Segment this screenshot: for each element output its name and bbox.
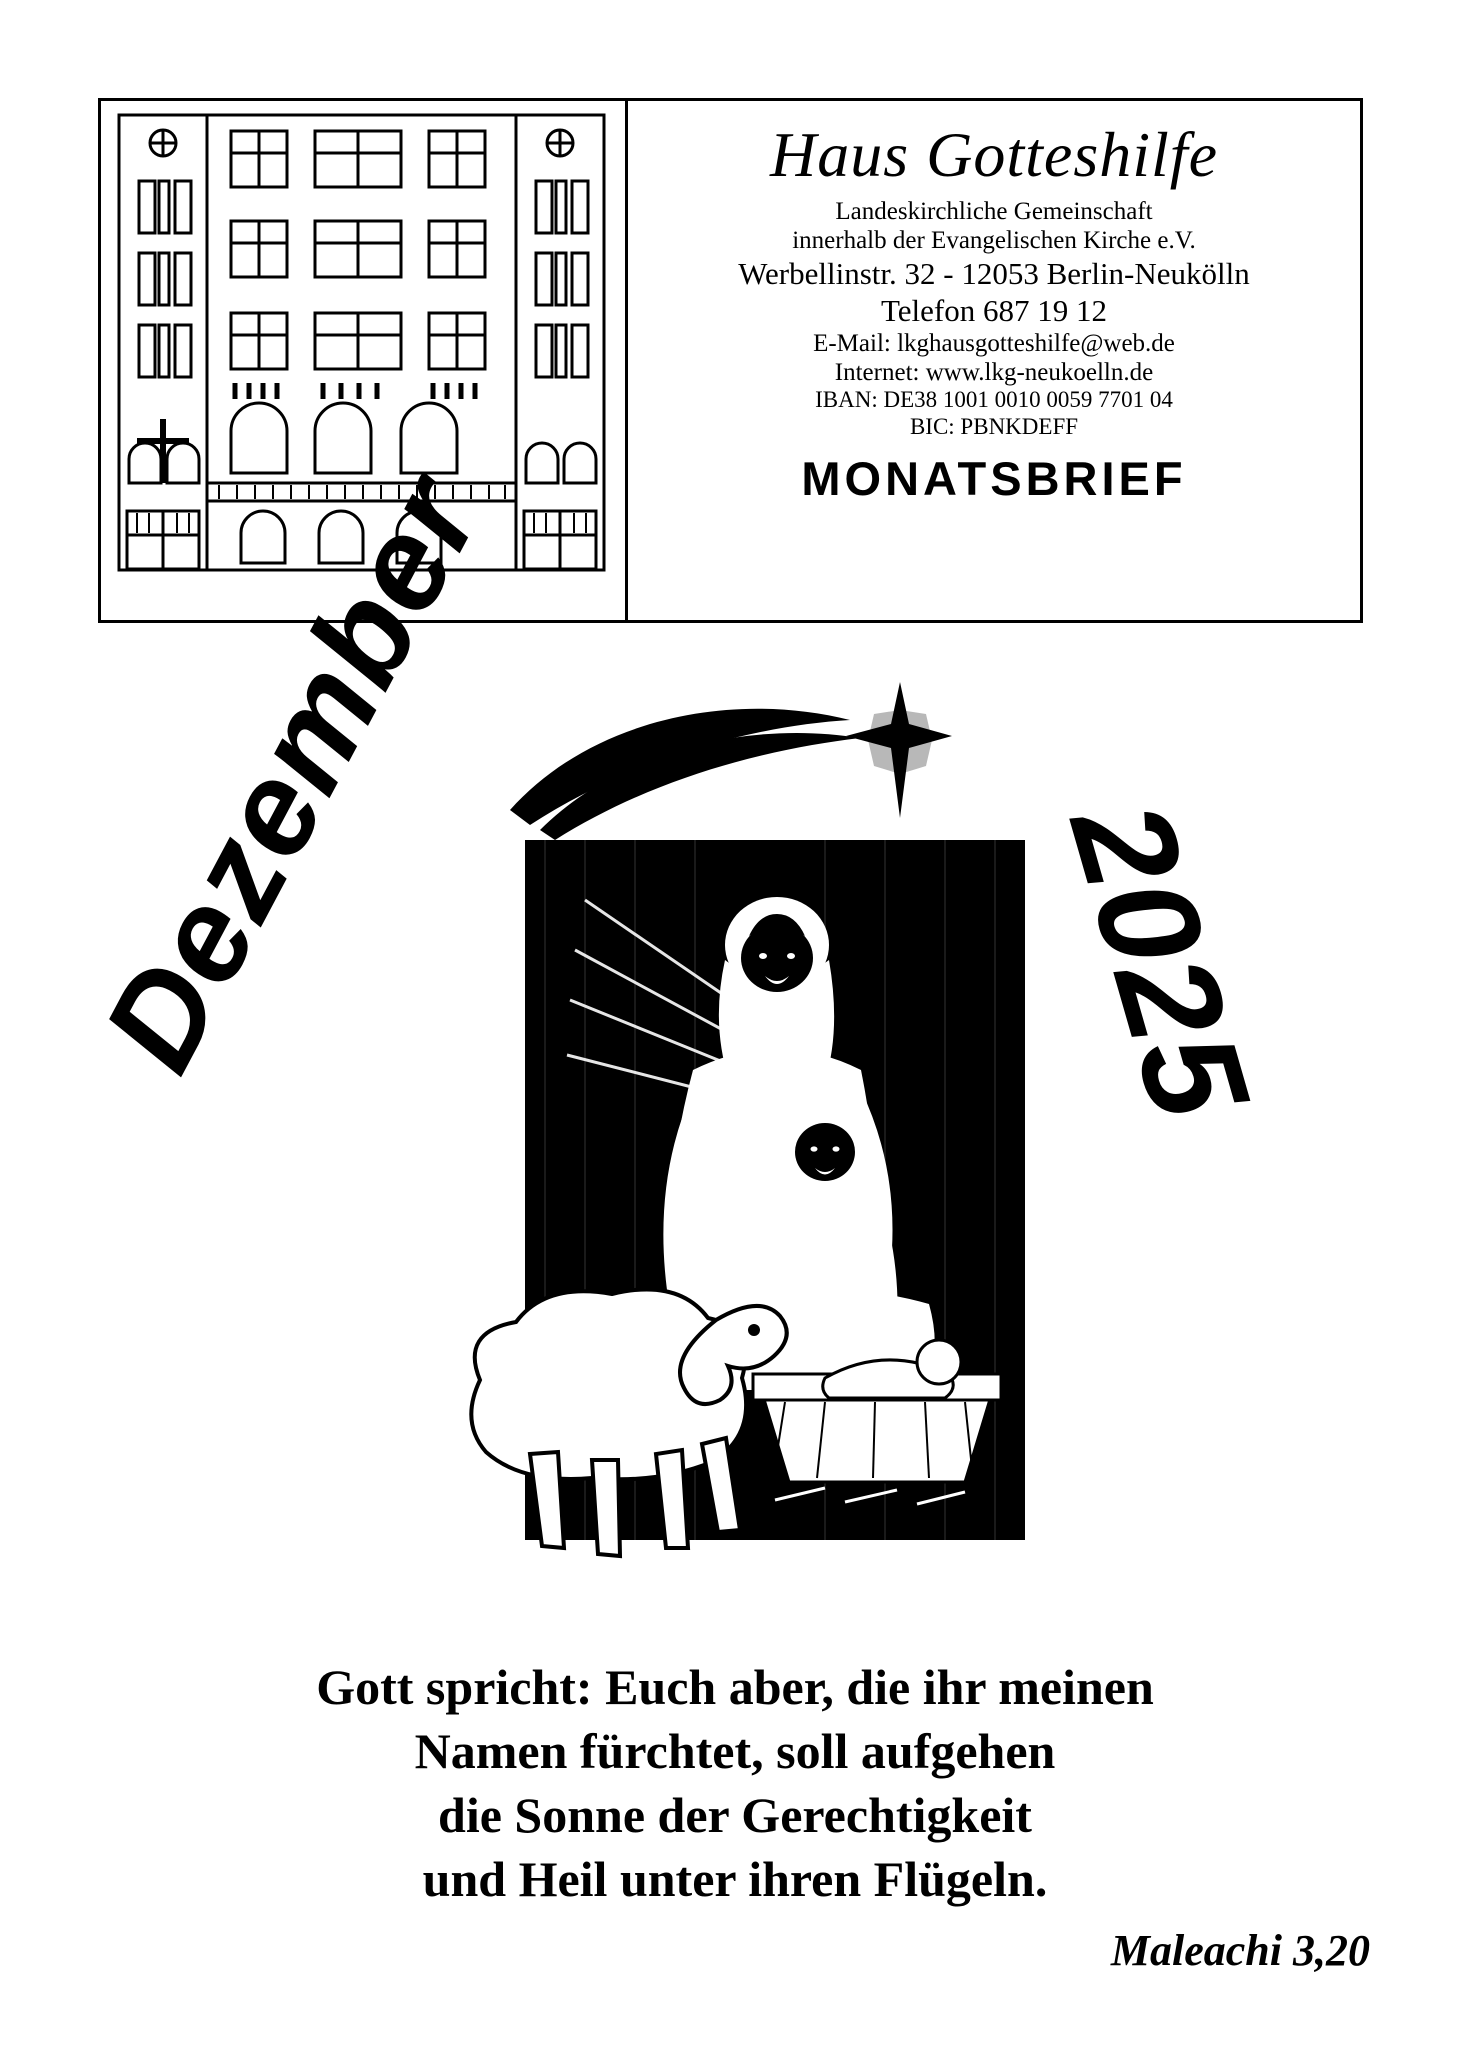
verse-line-2: Namen fürchtet, soll aufgehen [414,1723,1056,1779]
phone-line: Telefon 687 19 12 [881,293,1107,329]
month-title: Dezember [74,452,509,1093]
iban-line: IBAN: DE38 1001 0010 0059 7701 04 [815,387,1173,413]
sheep-icon [420,1240,820,1570]
verse-reference: Maleachi 3,20 [1110,1926,1370,1975]
document-type-title: MONATSBRIEF [801,451,1187,505]
letterhead-box [98,98,1363,623]
verse-line-3: die Sonne der Gerechtigkeit [438,1787,1032,1843]
bible-verse [90,1655,1380,1911]
address-line: Werbellinstr. 32 - 12053 Berlin-Neukölln [738,256,1250,291]
masthead-text-block [628,101,1360,620]
email-line[interactable]: E-Mail: lkghausgotteshilfe@web.de [813,330,1175,358]
subtitle-line-1: Landeskirchliche Gemeinschaft [835,198,1153,225]
bic-line: BIC: PBNKDEFF [909,414,1079,440]
organization-name: Haus Gotteshilfe [770,119,1218,190]
year-title: 2025 [1040,785,1280,1137]
verse-line-4: und Heil unter ihren Flügeln. [422,1851,1048,1907]
subtitle-line-2: innerhalb der Evangelischen Kirche e.V. [792,227,1196,254]
verse-line-1: Gott spricht: Euch aber, die ihr meinen [316,1659,1154,1715]
nativity-illustration [500,680,1020,1600]
internet-line[interactable]: Internet: www.lkg-neukoelln.de [834,359,1154,387]
